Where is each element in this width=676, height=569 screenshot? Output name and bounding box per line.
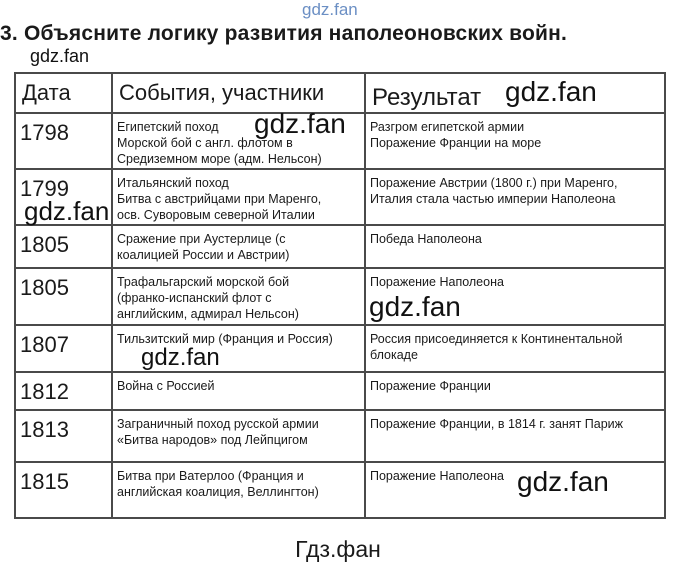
table-row — [15, 410, 665, 462]
result-line: Италия стала частью империи Наполеона — [370, 192, 616, 206]
row-events — [112, 169, 365, 225]
event-line: «Битва народов» под Лейпцигом — [117, 433, 308, 447]
header-events: События, участники — [112, 73, 365, 113]
row-year: 1805 — [15, 225, 112, 268]
watermark-top: gdz.fan — [302, 0, 358, 19]
watermark-row5: gdz.fan — [141, 344, 220, 371]
table-row — [15, 268, 665, 325]
table-row — [15, 372, 665, 410]
event-line: Итальянский поход — [117, 176, 229, 190]
result-line: Поражение Наполеона — [370, 275, 504, 289]
table-row — [15, 225, 665, 268]
table-row — [15, 169, 665, 225]
task-title: 3. Объясните логику развития наполеоновских войн. — [0, 22, 568, 45]
row-result — [365, 372, 665, 410]
result-line: Россия присоединяется к Континентальной — [370, 332, 623, 346]
result-line: Поражение Франции, в 1814 г. занят Париж — [370, 417, 624, 431]
result-line: Поражение Наполеона — [370, 469, 504, 483]
row-year: 1813 — [15, 410, 112, 462]
event-line: Морской бой с англ. флотом в — [117, 136, 293, 150]
row-year: 1805 — [15, 268, 112, 325]
event-line: Битва при Ватерлоо (Франция и — [117, 469, 304, 483]
row-events — [112, 268, 365, 325]
row-events — [112, 462, 365, 518]
result-line: блокаде — [370, 348, 418, 362]
header-date: Дата — [15, 73, 112, 113]
row-year: 1798 — [15, 113, 112, 169]
row-events — [112, 225, 365, 268]
watermark-row2: gdz.fan — [24, 196, 110, 226]
row-year: 1807 — [15, 325, 112, 372]
event-line: Трафальгарский морской бой — [117, 275, 290, 289]
result-line: Поражение Франции — [370, 379, 491, 393]
event-line: коалицией России и Австрии) — [117, 248, 290, 262]
row-result — [365, 113, 665, 169]
result-line: Победа Наполеона — [370, 232, 482, 246]
row-result — [365, 325, 665, 372]
event-line: Египетский поход — [117, 120, 219, 134]
event-line: осв. Суворовым северной Италии — [117, 208, 315, 222]
table-body — [15, 113, 665, 518]
row-events — [112, 372, 365, 410]
watermark-row4: gdz.fan — [369, 291, 461, 322]
row-year: 1815 — [15, 462, 112, 518]
row-year: 1799 — [15, 169, 112, 225]
watermark-header: gdz.fan — [505, 76, 597, 107]
event-line: английским, адмирал Нельсон) — [117, 307, 299, 321]
watermark-row8: gdz.fan — [517, 466, 609, 497]
event-line: Битва с австрийцами при Маренго, — [117, 192, 322, 206]
result-line: Разгром египетской армии — [370, 120, 525, 134]
event-line: Средиземном море (адм. Нельсон) — [117, 152, 322, 166]
result-line: Поражение Франции на море — [370, 136, 542, 150]
table-row — [15, 325, 665, 372]
row-result — [365, 462, 665, 518]
event-line: Сражение при Аустерлице (с — [117, 232, 286, 246]
watermark-row1: gdz.fan — [254, 108, 346, 139]
watermark-under-title: gdz.fan — [30, 46, 90, 66]
result-line: Поражение Австрии (1800 г.) при Маренго, — [370, 176, 618, 190]
row-year: 1812 — [15, 372, 112, 410]
event-line: Тильзитский мир (Франция и Россия) — [117, 332, 333, 346]
row-result — [365, 410, 665, 462]
event-line: английская коалиция, Веллингтон) — [117, 485, 319, 499]
header-result: Результат — [365, 73, 665, 113]
footer-caption: Гдз.фан — [295, 536, 381, 562]
event-line: Заграничный поход русской армии — [117, 417, 319, 431]
row-result — [365, 169, 665, 225]
event-line: Война с Россией — [117, 379, 215, 393]
event-line: (франко-испанский флот с — [117, 291, 272, 305]
row-result — [365, 225, 665, 268]
row-events — [112, 410, 365, 462]
